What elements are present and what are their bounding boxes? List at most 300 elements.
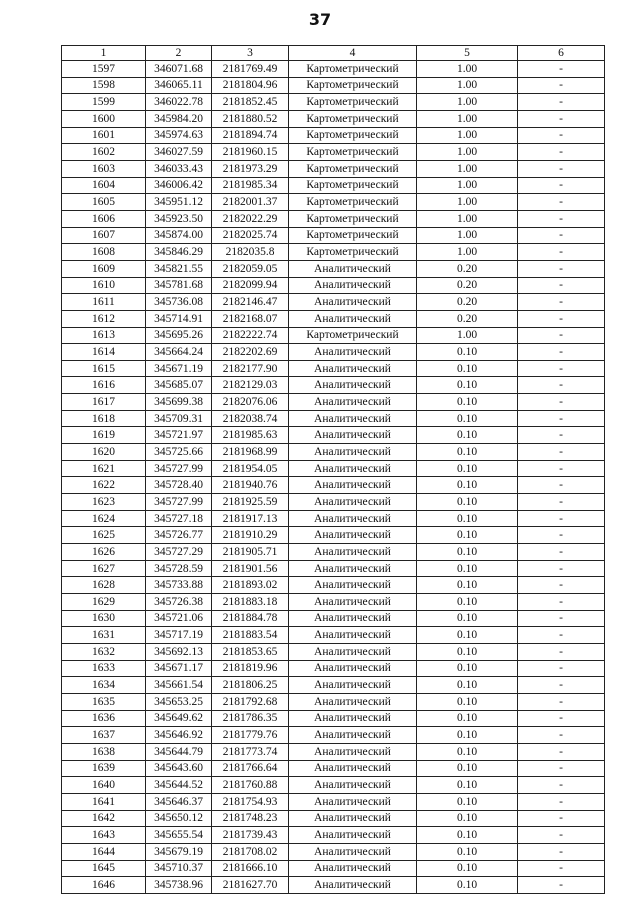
y-coordinate-cell: 2181973.29 (212, 160, 289, 177)
note-cell: - (518, 677, 605, 694)
method-cell: Аналитический (289, 494, 417, 511)
table-row (62, 810, 605, 827)
table-row (62, 677, 605, 694)
accuracy-cell: 0.10 (417, 544, 518, 561)
note-cell: - (518, 310, 605, 327)
y-coordinate-cell: 2181773.74 (212, 743, 289, 760)
table-row (62, 610, 605, 627)
method-cell: Картометрический (289, 61, 417, 78)
table-row (62, 77, 605, 94)
table-row (62, 877, 605, 894)
point-number-cell: 1633 (62, 660, 146, 677)
note-cell: - (518, 294, 605, 311)
point-number-cell: 1638 (62, 743, 146, 760)
note-cell: - (518, 527, 605, 544)
point-number-cell: 1597 (62, 61, 146, 78)
point-number-cell: 1629 (62, 594, 146, 611)
table-row (62, 110, 605, 127)
method-cell: Аналитический (289, 360, 417, 377)
point-number-cell: 1625 (62, 527, 146, 544)
y-coordinate-cell: 2181893.02 (212, 577, 289, 594)
method-cell: Аналитический (289, 444, 417, 461)
method-cell: Аналитический (289, 777, 417, 794)
note-cell: - (518, 627, 605, 644)
note-cell: - (518, 127, 605, 144)
table-row (62, 394, 605, 411)
header-cell: 3 (212, 46, 289, 61)
note-cell: - (518, 827, 605, 844)
accuracy-cell: 0.10 (417, 627, 518, 644)
accuracy-cell: 1.00 (417, 144, 518, 161)
table-row (62, 61, 605, 78)
x-coordinate-cell: 345649.62 (146, 710, 212, 727)
header-row (62, 46, 605, 61)
y-coordinate-cell: 2182202.69 (212, 344, 289, 361)
point-number-cell: 1631 (62, 627, 146, 644)
header-cell: 5 (417, 46, 518, 61)
point-number-cell: 1641 (62, 793, 146, 810)
x-coordinate-cell: 345726.38 (146, 594, 212, 611)
accuracy-cell: 0.10 (417, 410, 518, 427)
method-cell: Аналитический (289, 860, 417, 877)
accuracy-cell: 1.00 (417, 77, 518, 94)
table-row (62, 310, 605, 327)
table-row (62, 127, 605, 144)
y-coordinate-cell: 2181910.29 (212, 527, 289, 544)
x-coordinate-cell: 345721.06 (146, 610, 212, 627)
table-row (62, 660, 605, 677)
x-coordinate-cell: 345728.59 (146, 560, 212, 577)
accuracy-cell: 0.20 (417, 294, 518, 311)
table-row (62, 527, 605, 544)
y-coordinate-cell: 2181883.54 (212, 627, 289, 644)
point-number-cell: 1618 (62, 410, 146, 427)
method-cell: Аналитический (289, 693, 417, 710)
y-coordinate-cell: 2181748.23 (212, 810, 289, 827)
note-cell: - (518, 110, 605, 127)
x-coordinate-cell: 345655.54 (146, 827, 212, 844)
accuracy-cell: 0.20 (417, 260, 518, 277)
accuracy-cell: 0.10 (417, 810, 518, 827)
y-coordinate-cell: 2181853.65 (212, 643, 289, 660)
x-coordinate-cell: 345709.31 (146, 410, 212, 427)
method-cell: Аналитический (289, 510, 417, 527)
y-coordinate-cell: 2181917.13 (212, 510, 289, 527)
note-cell: - (518, 710, 605, 727)
accuracy-cell: 1.00 (417, 210, 518, 227)
accuracy-cell: 0.10 (417, 843, 518, 860)
note-cell: - (518, 277, 605, 294)
note-cell: - (518, 544, 605, 561)
y-coordinate-cell: 2181819.96 (212, 660, 289, 677)
method-cell: Аналитический (289, 310, 417, 327)
y-coordinate-cell: 2181880.52 (212, 110, 289, 127)
method-cell: Картометрический (289, 210, 417, 227)
accuracy-cell: 1.00 (417, 61, 518, 78)
table-row (62, 427, 605, 444)
table-row (62, 777, 605, 794)
y-coordinate-cell: 2181739.43 (212, 827, 289, 844)
accuracy-cell: 0.10 (417, 494, 518, 511)
accuracy-cell: 1.00 (417, 94, 518, 111)
point-number-cell: 1609 (62, 260, 146, 277)
point-number-cell: 1613 (62, 327, 146, 344)
method-cell: Аналитический (289, 560, 417, 577)
method-cell: Картометрический (289, 327, 417, 344)
x-coordinate-cell: 345728.40 (146, 477, 212, 494)
point-number-cell: 1628 (62, 577, 146, 594)
method-cell: Аналитический (289, 294, 417, 311)
accuracy-cell: 1.00 (417, 194, 518, 211)
y-coordinate-cell: 2182146.47 (212, 294, 289, 311)
x-coordinate-cell: 345679.19 (146, 843, 212, 860)
note-cell: - (518, 94, 605, 111)
y-coordinate-cell: 2181905.71 (212, 544, 289, 561)
y-coordinate-cell: 2181806.25 (212, 677, 289, 694)
note-cell: - (518, 394, 605, 411)
method-cell: Аналитический (289, 743, 417, 760)
note-cell: - (518, 860, 605, 877)
x-coordinate-cell: 345685.07 (146, 377, 212, 394)
x-coordinate-cell: 345738.96 (146, 877, 212, 894)
method-cell: Аналитический (289, 477, 417, 494)
point-number-cell: 1645 (62, 860, 146, 877)
table-row (62, 827, 605, 844)
point-number-cell: 1604 (62, 177, 146, 194)
point-number-cell: 1607 (62, 227, 146, 244)
header-cell: 4 (289, 46, 417, 61)
table-row (62, 260, 605, 277)
method-cell: Картометрический (289, 144, 417, 161)
method-cell: Картометрический (289, 110, 417, 127)
note-cell: - (518, 377, 605, 394)
accuracy-cell: 1.00 (417, 160, 518, 177)
note-cell: - (518, 510, 605, 527)
point-number-cell: 1622 (62, 477, 146, 494)
method-cell: Картометрический (289, 244, 417, 261)
x-coordinate-cell: 345874.00 (146, 227, 212, 244)
accuracy-cell: 0.10 (417, 527, 518, 544)
note-cell: - (518, 810, 605, 827)
point-number-cell: 1610 (62, 277, 146, 294)
y-coordinate-cell: 2182129.03 (212, 377, 289, 394)
table-row (62, 410, 605, 427)
point-number-cell: 1619 (62, 427, 146, 444)
table-body (62, 61, 605, 894)
table-row (62, 577, 605, 594)
note-cell: - (518, 244, 605, 261)
note-cell: - (518, 194, 605, 211)
accuracy-cell: 0.10 (417, 560, 518, 577)
table-row (62, 244, 605, 261)
point-number-cell: 1644 (62, 843, 146, 860)
method-cell: Аналитический (289, 594, 417, 611)
method-cell: Аналитический (289, 643, 417, 660)
note-cell: - (518, 227, 605, 244)
note-cell: - (518, 77, 605, 94)
y-coordinate-cell: 2181779.76 (212, 727, 289, 744)
y-coordinate-cell: 2181627.70 (212, 877, 289, 894)
accuracy-cell: 0.10 (417, 727, 518, 744)
x-coordinate-cell: 345710.37 (146, 860, 212, 877)
accuracy-cell: 0.10 (417, 743, 518, 760)
method-cell: Аналитический (289, 627, 417, 644)
y-coordinate-cell: 2181708.02 (212, 843, 289, 860)
accuracy-cell: 0.10 (417, 444, 518, 461)
x-coordinate-cell: 345671.19 (146, 360, 212, 377)
point-number-cell: 1640 (62, 777, 146, 794)
accuracy-cell: 0.10 (417, 877, 518, 894)
y-coordinate-cell: 2182177.90 (212, 360, 289, 377)
table-row (62, 210, 605, 227)
point-number-cell: 1598 (62, 77, 146, 94)
table-row (62, 360, 605, 377)
accuracy-cell: 0.10 (417, 344, 518, 361)
point-number-cell: 1636 (62, 710, 146, 727)
accuracy-cell: 0.10 (417, 677, 518, 694)
method-cell: Аналитический (289, 410, 417, 427)
x-coordinate-cell: 346022.78 (146, 94, 212, 111)
accuracy-cell: 0.10 (417, 860, 518, 877)
method-cell: Аналитический (289, 427, 417, 444)
note-cell: - (518, 144, 605, 161)
note-cell: - (518, 177, 605, 194)
accuracy-cell: 1.00 (417, 127, 518, 144)
accuracy-cell: 0.10 (417, 660, 518, 677)
y-coordinate-cell: 2181852.45 (212, 94, 289, 111)
table-row (62, 144, 605, 161)
x-coordinate-cell: 345727.99 (146, 494, 212, 511)
accuracy-cell: 0.10 (417, 377, 518, 394)
method-cell: Картометрический (289, 77, 417, 94)
accuracy-cell: 1.00 (417, 244, 518, 261)
note-cell: - (518, 693, 605, 710)
point-number-cell: 1611 (62, 294, 146, 311)
table-row (62, 560, 605, 577)
y-coordinate-cell: 2181760.88 (212, 777, 289, 794)
method-cell: Аналитический (289, 760, 417, 777)
point-number-cell: 1637 (62, 727, 146, 744)
note-cell: - (518, 643, 605, 660)
note-cell: - (518, 477, 605, 494)
note-cell: - (518, 360, 605, 377)
y-coordinate-cell: 2181883.18 (212, 594, 289, 611)
x-coordinate-cell: 345714.91 (146, 310, 212, 327)
y-coordinate-cell: 2181894.74 (212, 127, 289, 144)
point-number-cell: 1643 (62, 827, 146, 844)
note-cell: - (518, 327, 605, 344)
point-number-cell: 1621 (62, 460, 146, 477)
method-cell: Аналитический (289, 710, 417, 727)
table-row (62, 627, 605, 644)
accuracy-cell: 0.10 (417, 477, 518, 494)
x-coordinate-cell: 346065.11 (146, 77, 212, 94)
note-cell: - (518, 427, 605, 444)
point-number-cell: 1601 (62, 127, 146, 144)
method-cell: Аналитический (289, 677, 417, 694)
method-cell: Картометрический (289, 127, 417, 144)
x-coordinate-cell: 346027.59 (146, 144, 212, 161)
x-coordinate-cell: 346071.68 (146, 61, 212, 78)
x-coordinate-cell: 345644.52 (146, 777, 212, 794)
note-cell: - (518, 61, 605, 78)
y-coordinate-cell: 2182022.29 (212, 210, 289, 227)
table-row (62, 294, 605, 311)
x-coordinate-cell: 345974.63 (146, 127, 212, 144)
method-cell: Аналитический (289, 810, 417, 827)
note-cell: - (518, 494, 605, 511)
table-row (62, 727, 605, 744)
x-coordinate-cell: 345727.99 (146, 460, 212, 477)
header-cell: 2 (146, 46, 212, 61)
table-row (62, 594, 605, 611)
point-number-cell: 1617 (62, 394, 146, 411)
accuracy-cell: 0.10 (417, 610, 518, 627)
y-coordinate-cell: 2181754.93 (212, 793, 289, 810)
table-row (62, 510, 605, 527)
accuracy-cell: 0.10 (417, 710, 518, 727)
point-number-cell: 1603 (62, 160, 146, 177)
table-row (62, 643, 605, 660)
x-coordinate-cell: 345821.55 (146, 260, 212, 277)
table-row (62, 760, 605, 777)
note-cell: - (518, 660, 605, 677)
point-number-cell: 1627 (62, 560, 146, 577)
accuracy-cell: 0.10 (417, 643, 518, 660)
table-row (62, 860, 605, 877)
note-cell: - (518, 444, 605, 461)
y-coordinate-cell: 2182168.07 (212, 310, 289, 327)
y-coordinate-cell: 2181766.64 (212, 760, 289, 777)
page-number: 37 (308, 10, 332, 29)
y-coordinate-cell: 2182222.74 (212, 327, 289, 344)
note-cell: - (518, 760, 605, 777)
x-coordinate-cell: 345664.24 (146, 344, 212, 361)
note-cell: - (518, 410, 605, 427)
method-cell: Аналитический (289, 377, 417, 394)
table-row (62, 160, 605, 177)
header-cell: 1 (62, 46, 146, 61)
header-cell: 6 (518, 46, 605, 61)
method-cell: Аналитический (289, 610, 417, 627)
x-coordinate-cell: 345695.26 (146, 327, 212, 344)
point-number-cell: 1608 (62, 244, 146, 261)
table-row (62, 843, 605, 860)
table-row (62, 327, 605, 344)
y-coordinate-cell: 2182076.06 (212, 394, 289, 411)
table-row (62, 277, 605, 294)
x-coordinate-cell: 345733.88 (146, 577, 212, 594)
table-row (62, 544, 605, 561)
table-header (62, 46, 605, 61)
method-cell: Картометрический (289, 160, 417, 177)
y-coordinate-cell: 2181968.99 (212, 444, 289, 461)
note-cell: - (518, 577, 605, 594)
y-coordinate-cell: 2181792.68 (212, 693, 289, 710)
method-cell: Картометрический (289, 194, 417, 211)
x-coordinate-cell: 345650.12 (146, 810, 212, 827)
x-coordinate-cell: 345671.17 (146, 660, 212, 677)
accuracy-cell: 1.00 (417, 177, 518, 194)
point-number-cell: 1632 (62, 643, 146, 660)
accuracy-cell: 0.10 (417, 460, 518, 477)
y-coordinate-cell: 2181804.96 (212, 77, 289, 94)
accuracy-cell: 0.10 (417, 827, 518, 844)
point-number-cell: 1615 (62, 360, 146, 377)
note-cell: - (518, 594, 605, 611)
point-number-cell: 1620 (62, 444, 146, 461)
accuracy-cell: 0.10 (417, 777, 518, 794)
point-number-cell: 1646 (62, 877, 146, 894)
x-coordinate-cell: 345646.92 (146, 727, 212, 744)
note-cell: - (518, 610, 605, 627)
accuracy-cell: 1.00 (417, 110, 518, 127)
table-row (62, 743, 605, 760)
y-coordinate-cell: 2181884.78 (212, 610, 289, 627)
y-coordinate-cell: 2181769.49 (212, 61, 289, 78)
x-coordinate-cell: 345984.20 (146, 110, 212, 127)
method-cell: Аналитический (289, 793, 417, 810)
note-cell: - (518, 260, 605, 277)
x-coordinate-cell: 345727.29 (146, 544, 212, 561)
accuracy-cell: 0.10 (417, 577, 518, 594)
x-coordinate-cell: 345736.08 (146, 294, 212, 311)
point-number-cell: 1606 (62, 210, 146, 227)
note-cell: - (518, 560, 605, 577)
y-coordinate-cell: 2181901.56 (212, 560, 289, 577)
y-coordinate-cell: 2182025.74 (212, 227, 289, 244)
accuracy-cell: 0.10 (417, 510, 518, 527)
accuracy-cell: 0.10 (417, 594, 518, 611)
method-cell: Аналитический (289, 460, 417, 477)
x-coordinate-cell: 346006.42 (146, 177, 212, 194)
y-coordinate-cell: 2181985.34 (212, 177, 289, 194)
method-cell: Аналитический (289, 260, 417, 277)
table-row (62, 460, 605, 477)
method-cell: Аналитический (289, 344, 417, 361)
method-cell: Аналитический (289, 877, 417, 894)
table-row (62, 94, 605, 111)
x-coordinate-cell: 345692.13 (146, 643, 212, 660)
method-cell: Аналитический (289, 727, 417, 744)
method-cell: Аналитический (289, 843, 417, 860)
accuracy-cell: 1.00 (417, 327, 518, 344)
table-row (62, 194, 605, 211)
accuracy-cell: 0.10 (417, 793, 518, 810)
x-coordinate-cell: 345699.38 (146, 394, 212, 411)
accuracy-cell: 0.10 (417, 693, 518, 710)
method-cell: Аналитический (289, 527, 417, 544)
method-cell: Аналитический (289, 660, 417, 677)
method-cell: Картометрический (289, 94, 417, 111)
point-number-cell: 1612 (62, 310, 146, 327)
y-coordinate-cell: 2181985.63 (212, 427, 289, 444)
table-row (62, 177, 605, 194)
point-number-cell: 1630 (62, 610, 146, 627)
note-cell: - (518, 843, 605, 860)
method-cell: Аналитический (289, 277, 417, 294)
x-coordinate-cell: 345717.19 (146, 627, 212, 644)
y-coordinate-cell: 2181925.59 (212, 494, 289, 511)
y-coordinate-cell: 2181786.35 (212, 710, 289, 727)
note-cell: - (518, 727, 605, 744)
accuracy-cell: 0.10 (417, 427, 518, 444)
point-number-cell: 1614 (62, 344, 146, 361)
y-coordinate-cell: 2181954.05 (212, 460, 289, 477)
table-row (62, 344, 605, 361)
method-cell: Аналитический (289, 394, 417, 411)
x-coordinate-cell: 345923.50 (146, 210, 212, 227)
